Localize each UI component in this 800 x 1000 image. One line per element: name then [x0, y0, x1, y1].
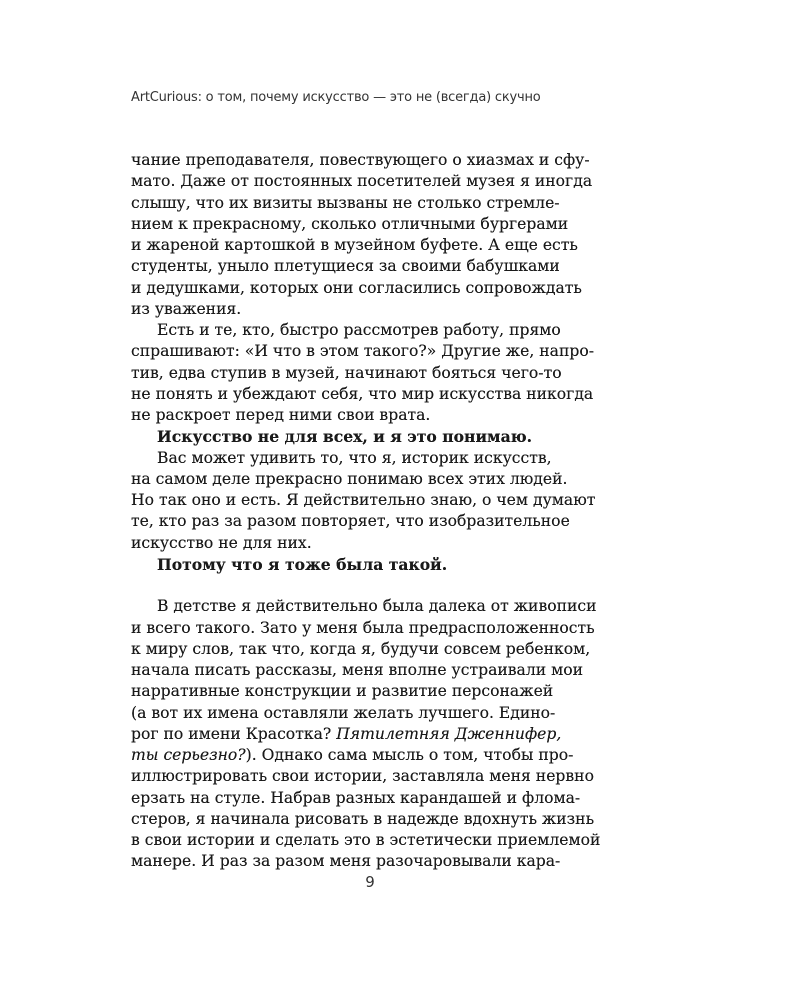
italic-fragment: ты серьезно?: [131, 746, 246, 764]
text-fragment: рог по имени Красотка?: [131, 724, 337, 743]
text-line: те, кто раз за разом повторяет, что изобразительное: [131, 512, 570, 531]
text-line: начала писать рассказы, меня вполне устраивали мои: [131, 661, 584, 679]
text-line: мато. Даже от постоянных посетителей музея я иногда: [131, 172, 593, 191]
text-line: чание преподавателя, повествующего о хиазмах и сфу-: [131, 151, 590, 169]
text-line: нарративные конструкции и развитие персонажей: [131, 682, 554, 701]
text-line: стеров, я начинала рисовать в надежде вдохнуть жизнь: [131, 809, 595, 828]
text-line: и дедушками, которых они согласились сопровождать: [131, 278, 582, 297]
text-line: не понять и убеждают себя, что мир искусства никогда: [131, 384, 594, 403]
text-line: в свои истории и сделать это в эстетически приемлемой: [131, 831, 601, 849]
text-line: Но так оно и есть. Я действительно знаю, о чем думают: [131, 491, 596, 509]
text-line: слышу, что их визиты вызваны не столько стремле-: [131, 193, 560, 212]
text-line: на самом деле прекрасно понимаю всех этих людей.: [131, 469, 568, 488]
text-line: (а вот их имена оставляли желать лучшего. Едино-: [131, 703, 556, 722]
text-line: иллюстрировать свои истории, заставляла меня нервно: [131, 767, 594, 786]
text-line: к миру слов, так что, когда я, будучи совсем ребенком,: [131, 639, 591, 658]
body-text: [131, 150, 671, 873]
text-line: Вас может удивить то, что я, историк искусств,: [157, 448, 552, 467]
page-number: 9: [365, 873, 375, 891]
text-line: Есть и те, кто, быстро рассмотрев работу, прямо: [157, 321, 561, 339]
text-line: манере. И раз за разом меня разочаровывали кара-: [131, 852, 561, 871]
bold-statement: Искусство не для всех, и я это понимаю.: [157, 427, 533, 447]
text-fragment: ). Однако сама мысль о том, чтобы про-: [245, 746, 574, 764]
text-line: В детстве я действительно была далека от живописи: [157, 597, 597, 616]
text-line: спрашивают: «И что в этом такого?» Другие же, напро-: [131, 342, 595, 361]
text-line: ерзать на стуле. Набрав разных карандашей и флома-: [131, 788, 581, 807]
text-line: студенты, уныло плетущиеся за своими бабушками: [131, 257, 560, 276]
text-line: [131, 724, 671, 745]
text-line: искусство не для них.: [131, 533, 312, 552]
text-line: не раскроет перед ними свои врата.: [131, 406, 431, 424]
paragraph-break: [131, 575, 671, 596]
bold-statement: Потому что я тоже была такой.: [157, 554, 448, 574]
text-line: нием к прекрасному, сколько отличными бургерами: [131, 214, 569, 233]
text-line: и всего такого. Зато у меня была предрасположенность: [131, 618, 595, 637]
text-line: и жареной картошкой в музейном буфете. А еще есть: [131, 236, 578, 254]
text-line: [131, 745, 671, 766]
running-head: ArtCurious: о том, почему искусство — это не (всегда) скучно: [131, 90, 541, 105]
text-line: тив, едва ступив в музей, начинают бояться чего-то: [131, 363, 562, 382]
italic-fragment: Пятилетняя Дженнифер,: [336, 724, 562, 743]
text-line: из уважения.: [131, 299, 242, 318]
